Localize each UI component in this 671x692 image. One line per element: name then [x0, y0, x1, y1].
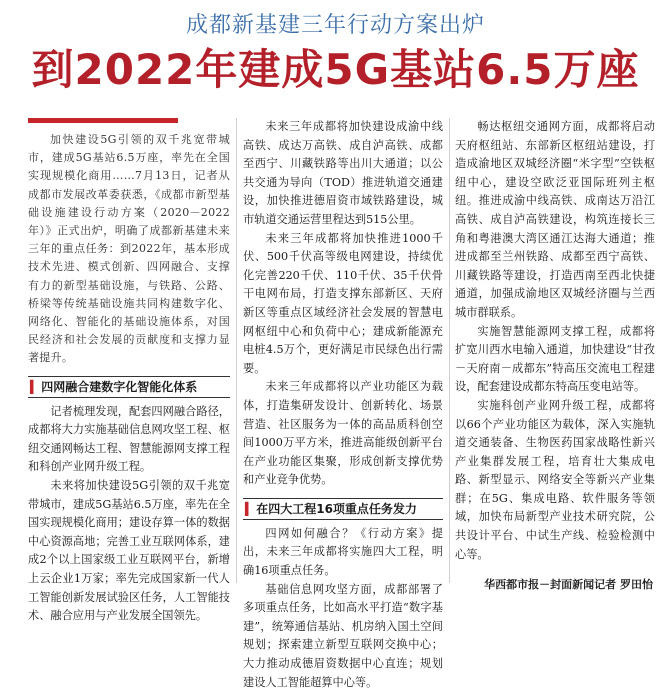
section-heading: [243, 498, 443, 520]
body-paragraph: 记者梳理发现，配套四网融合路径，成都将大力实施基础信息网攻坚工程、枢纽交通网畅达工程、智慧能源网支撑工程和科创产业网升级工程。: [28, 404, 230, 474]
column-2-content: [243, 118, 443, 689]
body-paragraph: 畅达枢纽交通网方面，成都将启动天府枢纽站、东部新区枢纽站建设，打造成渝地区双城经济圈“米字型”空铁枢纽中心，建设空欧泛亚国际班列主枢纽。推进成渝中线高铁、成南达万沿江高铁、成自泸高铁建设，构筑连接长三角和粤港澳大湾区通江达海大通道；推进成都至兰州铁路、成都至西宁高铁、川藏铁路等建设，打造西南至西北快捷通道，加强成渝地区双城经济圈与兰西城市群联系。: [455, 120, 655, 319]
body-paragraph: 实施科创产业网升级工程，成都将以66个产业功能区为载体，深入实施轨道交通装备、生物医药国家战略性新兴产业集群发展工程，培育壮大集成电路、新型显示、网络安全等新兴产业集群；在5G、集成电路、软件服务等领域，加快布局新型产业技术研究院，公共设计平台、中试生产线、检验检测中心等。: [455, 398, 655, 561]
section-marker: ▍: [245, 501, 255, 516]
column-1: [28, 118, 230, 623]
body-paragraph: 未来三年成都将加快推进1000千伏、500千伏高等级电网建设，持续优化完善220千伏、110千伏、35千伏骨干电网布局，打造支撑东部新区、天府新区等重点区域经济社会发展的智慧电网枢纽中心和负荷中心；建成新能源充电桩4.5万个，更好满足市民绿色出行需要。: [243, 231, 443, 375]
lead-paragraph: 加快建设5G引领的双千兆宽带城市，建成5G基站6.5万座，率先在全国实现规模化商用……7月13日，记者从成都市发展改革委获悉，《成都市新型基础设施建设行动方案（2020－2022年）》正式出炉，明确了成都新基建未来三年的重点任务：到2022年，基本形成技术先进、模式创新、四网融合、支撑有力的新型基础设施，与铁路、公路、桥梁等传统基础设施共同构建数字化、网络化、智能化的基础设施体系，对国民经济和社会发展的贡献度和支撑力显著提升。: [28, 133, 230, 365]
lead-accent-bar: [28, 118, 178, 123]
section-marker: ▍: [30, 379, 40, 394]
section-title: 在四大工程16项重点任务发力: [256, 501, 417, 516]
subtitle: 成都新基建三年行动方案出炉: [185, 13, 485, 38]
section-title: 四网融合建数字化智能化体系: [41, 379, 198, 394]
body-paragraph: 四网如何融合？《行动方案》提出，未来三年成都将实施四大工程，明确16项重点任务。: [243, 526, 443, 578]
byline: 华西都市报－封面新闻记者 罗田怡: [484, 578, 653, 591]
body-paragraph: 未来三年成都将加快建设成渝中线高铁、成达万高铁、成自泸高铁、成都至西宁、川藏铁路等出川大通道；以公共交通为导向（TOD）推进轨道交通建设，加快推进德眉资市域铁路建设，城市轨道交通运营里程达到515公里。: [243, 120, 443, 226]
body-paragraph: 实施智慧能源网支撑工程，成都将扩宽川西水电输入通道，加快建设“甘孜－天府南－成都东”特高压交流电工程建设，配套建设成都东特高压变电站等。: [455, 324, 655, 394]
body-paragraph: 未来三年成都将以产业功能区为载体，打造集研发设计、创新转化、场景营造、社区服务为一体的高品质科创空间1000万平方米，推进高能级创新平台在产业功能区集聚，形成创新支撑优势和产业竞争优势。: [243, 380, 443, 487]
column-divider: [236, 118, 237, 583]
column-divider: [449, 118, 450, 583]
section-heading: [28, 376, 230, 398]
column-3: [455, 118, 655, 588]
body-paragraph: 基础信息网攻坚方面，成都部署了多项重点任务，比如高水平打造“数字基建”，统筹通信基站、机房纳入国土空间规划；探索建立新型互联网交换中心；大力推动成德眉资数据中心直连；规划建设人工智能超算中心等。: [243, 582, 443, 689]
body-paragraph: 未来将加快建设5G引领的双千兆宽带城市，建成5G基站6.5万座，率先在全国实现规模化商用；建设存算一体的数据中心资源高地；完善工业互联网体系，建成2个以上国家级工业互联网平台，新增上云企业1万家；率先完成国家新一代人工智能创新发展试验区任务，人工智能技术、融合应用与产业发展全国领先。: [28, 479, 230, 623]
headline: 到2022年建成5G基站6.5万座: [31, 45, 640, 94]
